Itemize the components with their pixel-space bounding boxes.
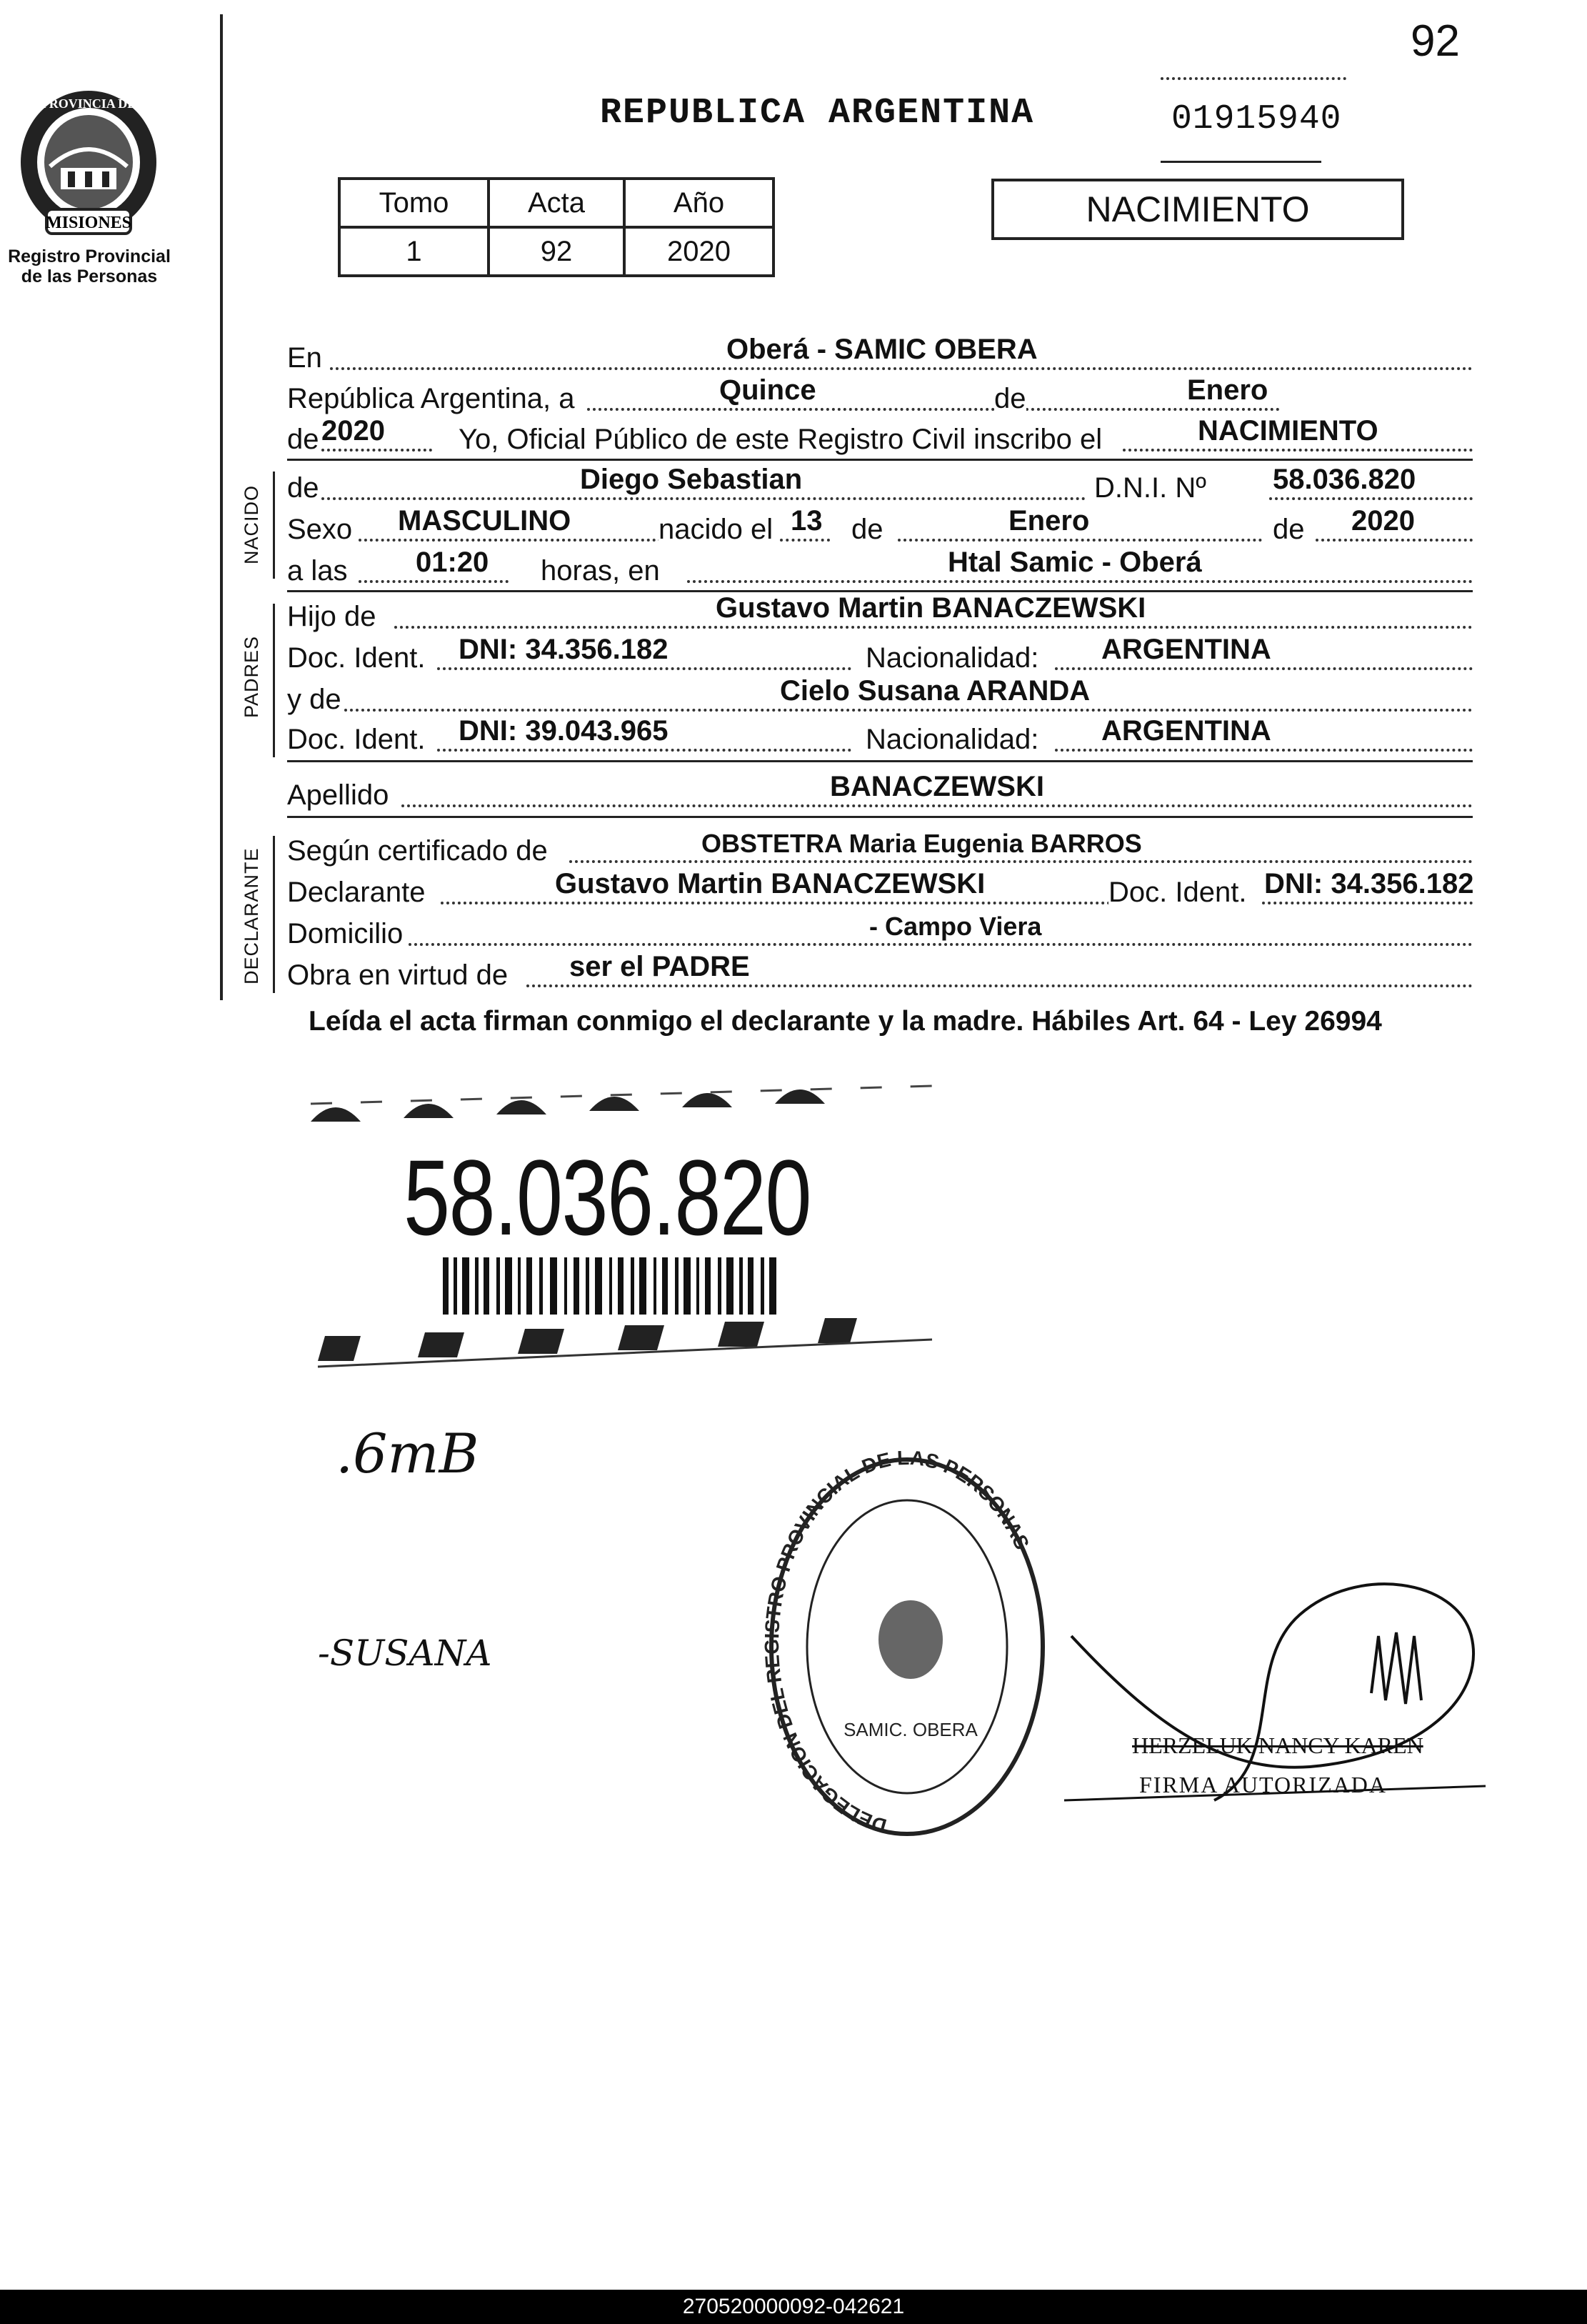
svg-text:DELEGACION DEL REGISTRO PROVIN: DELEGACION DEL REGISTRO PROVINCIAL DE LAS PERSONAS [760,1450,1034,1837]
father-name-value: Gustavo Martin BANACZEWSKI [716,592,1146,624]
child-name-value: Diego Sebastian [580,464,803,495]
section-label-declarante: DECLARANTE [241,847,262,984]
child-dni-value: 58.036.820 [1273,464,1416,495]
surname-value: BANACZEWSKI [830,771,1044,802]
footer-code: 270520000092-042621 [0,2290,1587,2324]
section-label-nacido: NACIDO [241,484,262,564]
row-time-place: a las 01:20 horas, en Htal Samic - Oberá [287,547,1473,589]
row-father-doc: Doc. Ident. DNI: 34.356.182 Nacionalidad: ARGENTINA [287,634,1473,676]
year-value: 2020 [321,415,385,447]
signatory-name: HERZELUK NANCY KAREN [1132,1732,1423,1758]
svg-text:SAMIC. OBERA: SAMIC. OBERA [843,1719,978,1740]
sex-value: MASCULINO [398,505,571,537]
mother-doc-value: DNI: 39.043.965 [459,715,669,747]
row-capacity: Obra en virtud de ser el PADRE [287,952,1473,993]
father-doc-value: DNI: 34.356.182 [459,634,669,665]
birth-year-value: 2020 [1351,505,1415,537]
serial-top-line [1161,77,1346,80]
book-header-tomo: Tomo [339,179,489,227]
father-nationality-value: ARGENTINA [1101,634,1271,665]
birth-time-value: 01:20 [416,547,489,578]
month-value: Enero [1187,374,1268,406]
signatory-title: FIRMA AUTORIZADA [1139,1772,1387,1797]
declarant-doc-value: DNI: 34.356.182 [1264,868,1474,899]
left-margin-rule [220,14,223,1000]
row-surname: Apellido BANACZEWSKI [287,772,1473,813]
book-table [338,177,775,277]
handwritten-mark-1: .6mB [336,1422,479,1485]
svg-text:PROVINCIA DE: PROVINCIA DE [41,96,136,111]
row-place: En Oberá - SAMIC OBERA [287,334,1473,376]
divider-3 [287,760,1473,762]
book-value-acta: 92 [489,227,624,276]
handwritten-mark-2: -SUSANA [318,1632,492,1674]
book-value-anio: 2020 [624,227,774,276]
birth-month-value: Enero [1008,505,1090,537]
svg-text:MISIONES: MISIONES [45,214,132,232]
registry-stamp [757,1450,1057,1850]
declarant-name-value: Gustavo Martin BANACZEWSKI [555,868,986,899]
row-declarant: Declarante Gustavo Martin BANACZEWSKI Doc. Ident. DNI: 34.356.182 [287,868,1474,908]
row-name: de Diego Sebastian D.N.I. Nº 58.036.820 [287,464,1473,506]
capacity-value: ser el PADRE [569,951,750,982]
act-type-box: NACIMIENTO [991,179,1404,240]
declarante-bracket [273,836,275,993]
row-mother: y de Cielo Susana ARANDA [287,676,1473,717]
registry-seal-logo [11,82,166,243]
row-statement: de 2020 Yo, Oficial Público de este Registro Civil inscribo el NACIMIENTO [287,416,1473,457]
page-number: 92 [1411,16,1460,66]
book-header-acta: Acta [489,179,624,227]
serial-number: 01915940 [1171,100,1342,139]
address-value: - Campo Viera [869,912,1042,941]
nacido-bracket [273,472,275,579]
dni-sticker-number: 58.036.820 [404,1137,811,1257]
day-words-value: Quince [719,374,816,406]
birth-day-value: 13 [791,505,823,537]
birth-place-value: Htal Samic - Oberá [948,547,1202,578]
row-address: Domicilio - Campo Viera [287,910,1473,952]
serial-underline [1161,161,1321,163]
act-value: NACIMIENTO [1198,415,1378,447]
mother-name-value: Cielo Susana ARANDA [780,675,1091,707]
row-date: República Argentina, a Quince de Enero [287,375,1473,417]
row-mother-doc: Doc. Ident. DNI: 39.043.965 Nacionalidad: ARGENTINA [287,716,1473,757]
certificate-value: OBSTETRA Maria Eugenia BARROS [701,829,1142,858]
legal-text: Leída el acta firman conmigo el declarante y la madre. Hábiles Art. 64 - Ley 26994 [309,1006,1382,1037]
padres-bracket [273,604,275,757]
row-father: Hijo de Gustavo Martin BANACZEWSKI [287,593,1473,634]
row-sex-birth: Sexo MASCULINO nacido el 13 de Enero de 2020 [287,506,1473,547]
mother-nationality-value: ARGENTINA [1101,715,1271,747]
divider-1 [287,459,1473,461]
country-title: REPUBLICA ARGENTINA [600,93,1035,134]
book-header-anio: Año [624,179,774,227]
section-label-padres: PADRES [241,635,262,718]
registry-caption: Registro Provincial de las Personas [8,246,171,286]
book-value-tomo: 1 [339,227,489,276]
row-certificate: Según certificado de OBSTETRA Maria Eugenia BARROS [287,827,1473,869]
divider-4 [287,816,1473,818]
place-value: Oberá - SAMIC OBERA [726,334,1038,365]
